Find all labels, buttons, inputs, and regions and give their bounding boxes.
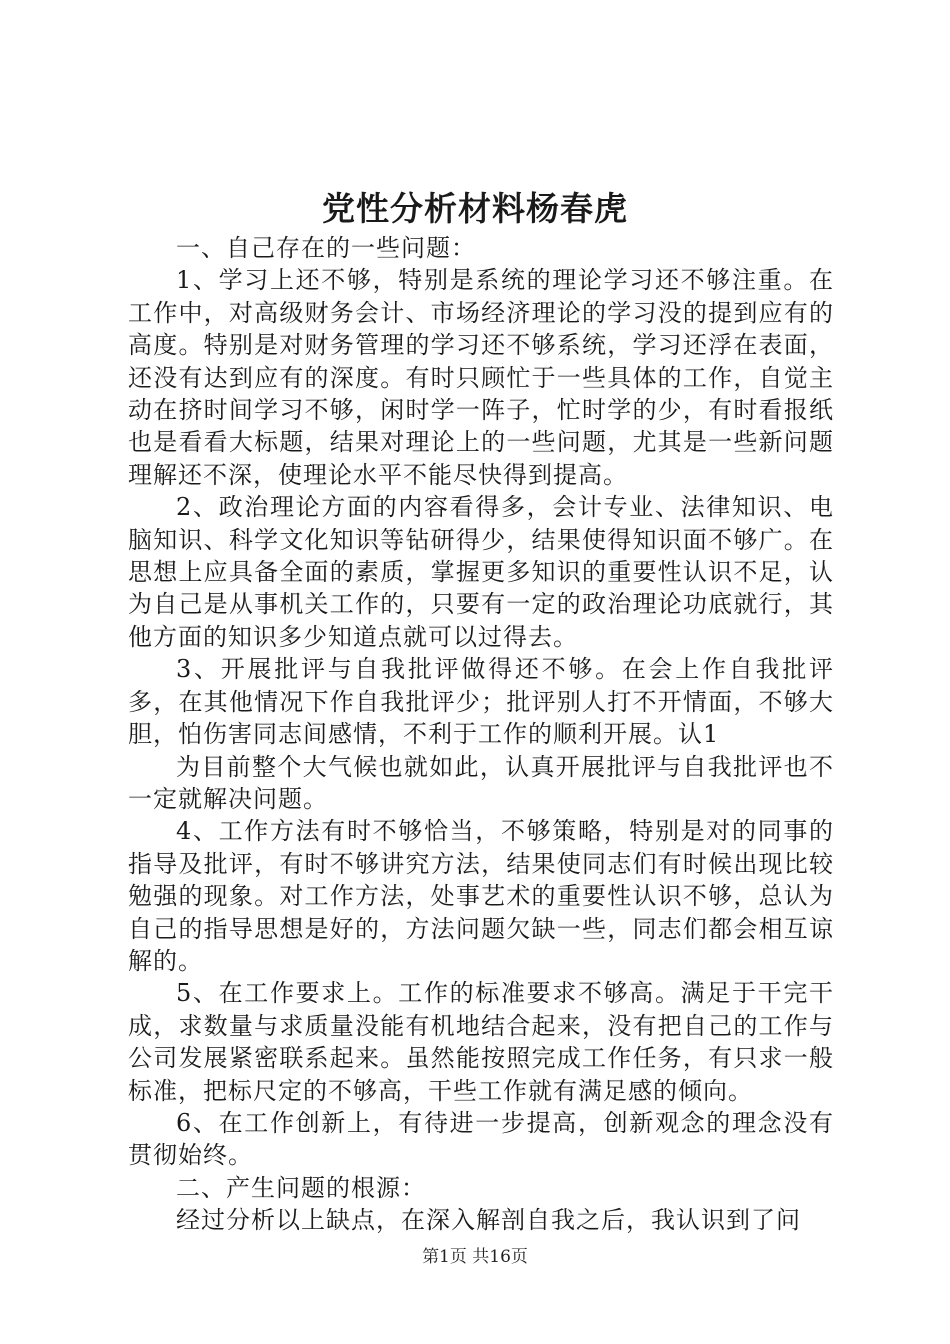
section-heading-problems: 一、自己存在的一些问题： [176, 234, 476, 262]
paragraph-item-1: 1、学习上还不够，特别是系统的理论学习还不够注重。在工作中，对高级财务会计、市场经济理论的学习没的提到应有的高度。特别是对财务管理的学习还不够系统，学习还浮在表面，还没有达到应有的深度。有时只顾忙于一些具体的工作，自觉主动在挤时间学习不够，闲时学一阵子，忙时学的少，有时看报纸也是看看大标题，结果对理论上的一些问题，尤其是一些新问题理解还不深，使理论水平不能尽快得到提高。 [128, 266, 834, 489]
paragraph-item-3: 3、开展批评与自我批评做得还不够。在会上作自我批评多，在其他情况下作自我批评少；批评别人打不开情面，不够大胆，怕伤害同志间感情，不利于工作的顺利开展。认1 [128, 655, 834, 749]
paragraph-item-5: 5、在工作要求上。工作的标准要求不够高。满足于干完干成，求数量与求质量没能有机地结合起来，没有把自己的工作与公司发展紧密联系起来。虽然能按照完成工作任务，有只求一般标准，把标尺定的不够高，干些工作就有满足感的倾向。 [128, 979, 834, 1105]
paragraph-item-6: 6、在工作创新上，有待进一步提高，创新观念的理念没有贯彻始终。 [128, 1108, 834, 1170]
paragraph-item-2: 2、政治理论方面的内容看得多，会计专业、法律知识、电脑知识、科学文化知识等钻研得少，结果使得知识面不够广。在思想上应具备全面的素质，掌握更多知识的重要性认识不足，认为自己是从事机关工作的，只要有一定的政治理论功底就行，其他方面的知识多少知道点就可以过得去。 [128, 493, 834, 651]
section-heading-root-causes: 二、产生问题的根源： [176, 1173, 426, 1202]
paragraph-item-4: 4、工作方法有时不够恰当，不够策略，特别是对的同事的指导及批评，有时不够讲究方法，结果使同志们有时候出现比较勉强的现象。对工作方法，处事艺术的重要性认识不够，总认为自己的指导思想是好的，方法问题欠缺一些，同志们都会相互谅解的。 [128, 817, 834, 975]
document-body [128, 232, 834, 1237]
paragraph-analysis: 经过分析以上缺点，在深入解剖自我之后，我认识到了问 [176, 1206, 801, 1235]
page-number-footer: 第1页 共16页 [422, 1247, 528, 1267]
paragraph-item-3-continued: 为目前整个大气候也就如此，认真开展批评与自我批评也不一定就解决问题。 [128, 752, 834, 813]
document-title: 党性分析材料杨春虎 [322, 189, 628, 228]
